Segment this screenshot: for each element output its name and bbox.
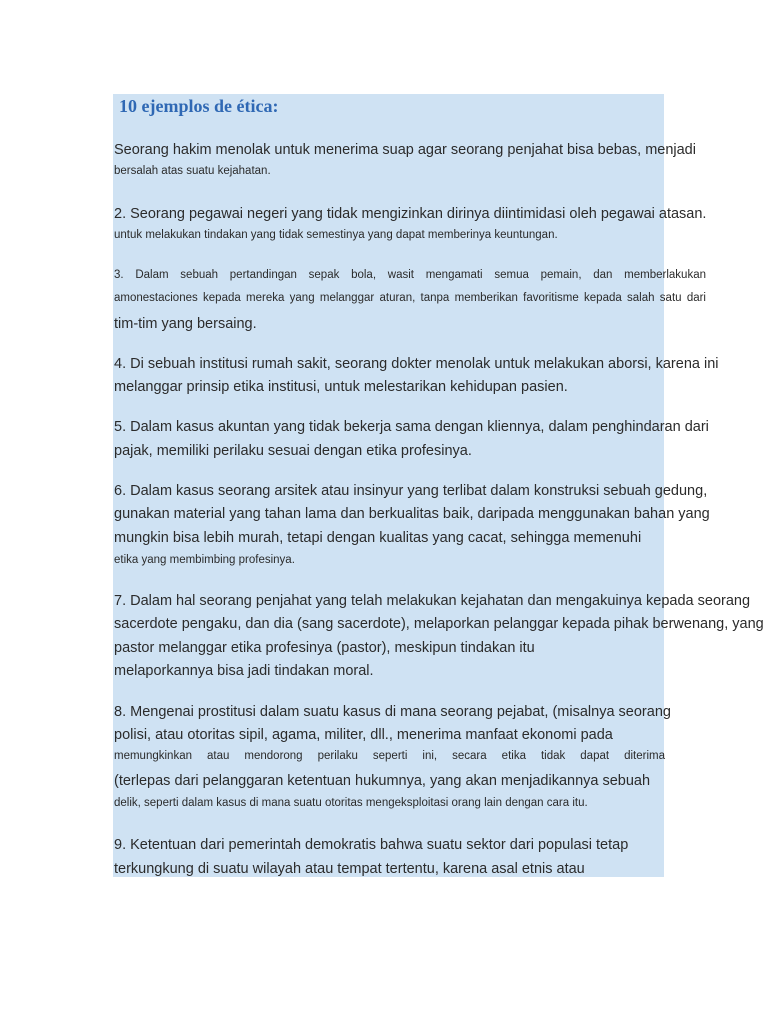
text-line: 9. Ketentuan dari pemerintah demokratis bahwa suatu sektor dari populasi tetap <box>114 837 629 853</box>
text-line: (terlepas dari pelanggaran ketentuan hukumnya, yang akan menjadikannya sebuah <box>114 773 651 789</box>
text-line: pajak, memiliki perilaku sesuai dengan etika profesinya. <box>114 443 472 459</box>
text-line: etika yang membimbing profesinya. <box>114 554 295 566</box>
text-line: sacerdote pengaku, dan dia (sang sacerdote), melaporkan pelanggar kepada pihak berwenang, yang <box>114 616 764 632</box>
document-title: 10 ejemplos de ética: <box>119 96 279 116</box>
text-line: Seorang hakim menolak untuk menerima suap agar seorang penjahat bisa bebas, menjadi <box>114 142 696 158</box>
text-line: polisi, atau otoritas sipil, agama, militer, dll., menerima manfaat ekonomi pada <box>114 727 613 743</box>
text-line: mungkin bisa lebih murah, tetapi dengan kualitas yang cacat, sehingga memenuhi <box>114 530 642 546</box>
text-line: memungkinkan atau mendorong perilaku seperti ini, secara etika tidak dapat diterima <box>114 750 665 762</box>
text-line: melanggar prinsip etika institusi, untuk melestarikan kehidupan pasien. <box>114 379 568 395</box>
text-line: 4. Di sebuah institusi rumah sakit, seorang dokter menolak untuk melakukan aborsi, karena ini <box>114 356 719 372</box>
text-line: 7. Dalam hal seorang penjahat yang telah melakukan kejahatan dan mengakuinya kepada seorang <box>114 593 751 609</box>
text-line: bersalah atas suatu kejahatan. <box>114 165 271 177</box>
text-line: 5. Dalam kasus akuntan yang tidak bekerja sama dengan kliennya, dalam penghindaran dari <box>114 419 709 435</box>
text-line: 3. Dalam sebuah pertandingan sepak bola, wasit mengamati semua pemain, dan memberlakukan <box>114 269 706 281</box>
text-line: 6. Dalam kasus seorang arsitek atau insinyur yang terlibat dalam konstruksi sebuah gedung, <box>114 483 708 499</box>
text-line: tim-tim yang bersaing. <box>114 316 257 332</box>
text-line: amonestaciones kepada mereka yang melanggar aturan, tanpa memberikan favoritisme kepada salah satu dari <box>114 292 706 304</box>
text-line: 2. Seorang pegawai negeri yang tidak mengizinkan dirinya diintimidasi oleh pegawai atasan. <box>114 206 707 222</box>
text-line: delik, seperti dalam kasus di mana suatu otoritas mengeksploitasi orang lain dengan cara itu. <box>114 797 588 809</box>
text-line: untuk melakukan tindakan yang tidak semestinya yang dapat memberinya keuntungan. <box>114 229 558 241</box>
text-line: gunakan material yang tahan lama dan berkualitas baik, daripada menggunakan bahan yang <box>114 506 710 522</box>
text-line: terkungkung di suatu wilayah atau tempat tertentu, karena asal etnis atau <box>114 861 585 877</box>
text-line: melaporkannya bisa jadi tindakan moral. <box>114 663 374 679</box>
text-line: 8. Mengenai prostitusi dalam suatu kasus di mana seorang pejabat, (misalnya seorang <box>114 704 671 720</box>
text-line: pastor melanggar etika profesinya (pastor), meskipun tindakan itu <box>114 640 535 656</box>
